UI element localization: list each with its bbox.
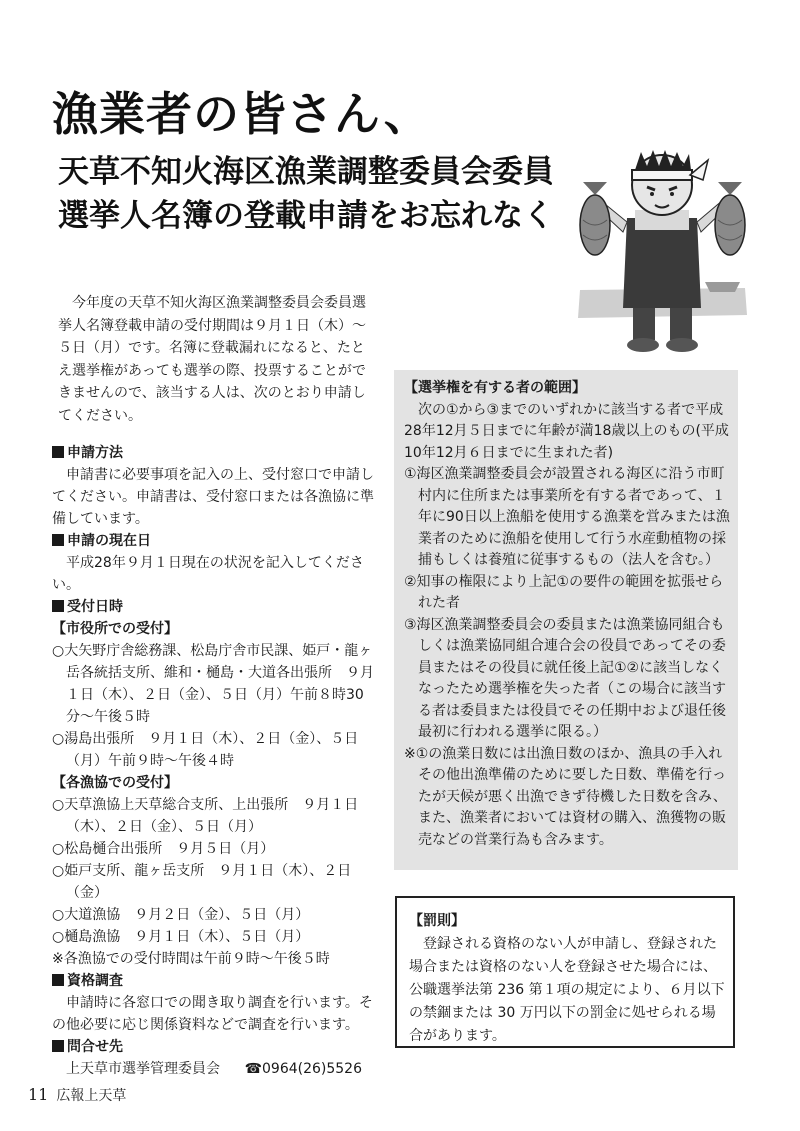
square-bullet-icon <box>52 1040 64 1052</box>
fisherman-illustration <box>575 140 750 360</box>
penalty-heading: 【罰則】 <box>409 913 465 929</box>
list-item: ○樋島漁協 ９月１日（木）、５日（月） <box>52 929 310 945</box>
page-subtitle <box>58 150 554 238</box>
list-item: ○天草漁協上天草総合支所、上出張所 ９月１日（木）、２日（金）、５日（月） <box>52 797 359 835</box>
square-bullet-icon <box>52 534 64 546</box>
penalty-box <box>395 896 735 1048</box>
reception-hours-note: ※各漁協での受付時間は午前９時～午後５時 <box>52 951 330 967</box>
intro-text <box>58 292 372 427</box>
list-item: ○大矢野庁舎総務課、松島庁舎市民課、姫戸・龍ヶ岳各統括支所、維和・樋島・大道各出張所 ９月１日（木）、２日（金）、５日（月）午前８時30分～午後５時 <box>52 643 374 725</box>
eligibility-heading: 【選挙権を有する者の範囲】 <box>404 380 586 396</box>
contact-line <box>52 1058 362 1080</box>
fishery-coop-subheading: 【各漁協での受付】 <box>52 775 178 791</box>
contact-org: 上天草市選挙管理委員会 <box>66 1061 220 1077</box>
eligibility-box <box>394 370 738 870</box>
fisherman-holding-fish-icon <box>575 140 750 360</box>
penalty-body: 登録される資格のない人が申請し、登録された場合または資格のない人を登録させた場合には、公職選挙法第 236 第１項の規定により、６月以下の禁錮または 30 万円以下の罰金に処せられる場合があります。 <box>409 936 725 1044</box>
contact-phone: ☎0964(26)5526 <box>244 1061 362 1077</box>
publication-name: 広報上天草 <box>56 1088 127 1104</box>
subtitle-line-1: 天草不知火海区漁業調整委員会委員 <box>58 154 554 190</box>
intro-paragraph: 今年度の天草不知火海区漁業調整委員会委員選挙人名簿登載申請の受付期間は９月１日（木）～５日（月）です。名簿に登載漏れになると、たとえ選挙権があっても選挙の際、投票することができませんので、該当する人は、次のとおり申請してください。 <box>58 295 366 424</box>
page-title: 漁業者の皆さん、 <box>52 87 431 141</box>
application-method-body: 申請書に必要事項を記入の上、受付窓口で申請してください。申請書は、受付窓口または各漁協に準備しています。 <box>52 467 374 527</box>
square-bullet-icon <box>52 446 64 458</box>
application-method-heading: 申請方法 <box>52 442 374 464</box>
left-column <box>52 442 374 1080</box>
reference-date-body: 平成28年９月１日現在の状況を記入してください。 <box>52 555 364 593</box>
eligibility-intro: 次の①から③までのいずれかに該当する者で平成28年12月５日までに年齢が満18歳以上のもの(平成10年12月６日までに生まれた者) <box>404 401 729 461</box>
list-item: ○松島樋合出張所 ９月５日（月） <box>52 841 275 857</box>
list-item: ○大道漁協 ９月２日（金）、５日（月） <box>52 907 310 923</box>
city-office-subheading: 【市役所での受付】 <box>52 621 178 637</box>
page-number: 11 <box>28 1085 49 1104</box>
list-item: ○湯島出張所 ９月１日（木）、２日（金）、５日（月）午前９時～午後４時 <box>52 731 359 769</box>
list-item: ○姫戸支所、龍ヶ岳支所 ９月１日（木）、２日（金） <box>52 863 352 901</box>
qualification-check-body: 申請時に各窓口での聞き取り調査を行います。その他必要に応じ関係資料などで調査を行います。 <box>52 995 373 1033</box>
list-item: ※①の漁業日数には出漁日数のほか、漁具の手入れその他出漁準備のために要した日数、準備を行ったが天候が悪く出漁できず待機した日数を含み、また、漁業者においては資材の購入、漁獲物の販売などの営業行為も含みます。 <box>404 745 727 848</box>
subtitle-line-2: 選挙人名簿の登載申請をお忘れなく <box>58 198 554 234</box>
reference-date-heading: 申請の現在日 <box>52 530 374 552</box>
square-bullet-icon <box>52 600 64 612</box>
square-bullet-icon <box>52 974 64 986</box>
list-item: ①海区漁業調整委員会が設置される海区に沿う市町村内に住所または事業所を有する者であって、１年に90日以上漁船を使用する漁業を営みまたは漁業者のために漁船を使用して行う水産動植物の採捕もしくは養殖に従事するもの（法人を含む。） <box>404 466 730 568</box>
list-item: ②知事の権限により上記①の要件の範囲を拡張せられた者 <box>404 573 724 611</box>
contact-heading: 問合せ先 <box>52 1036 374 1058</box>
reception-heading: 受付日時 <box>52 596 374 618</box>
page-footer <box>28 1085 126 1105</box>
list-item: ③海区漁業調整委員会の委員または漁業協同組合もしくは漁業協同組合連合会の役員であってその委員またはその役員に就任後上記①②に該当しなくなったため選挙権を失った者（この場合に該当する者は委員または役員でその任期中および退任後最初に行われる選挙に限る。） <box>404 616 726 740</box>
qualification-check-heading: 資格調査 <box>52 970 374 992</box>
